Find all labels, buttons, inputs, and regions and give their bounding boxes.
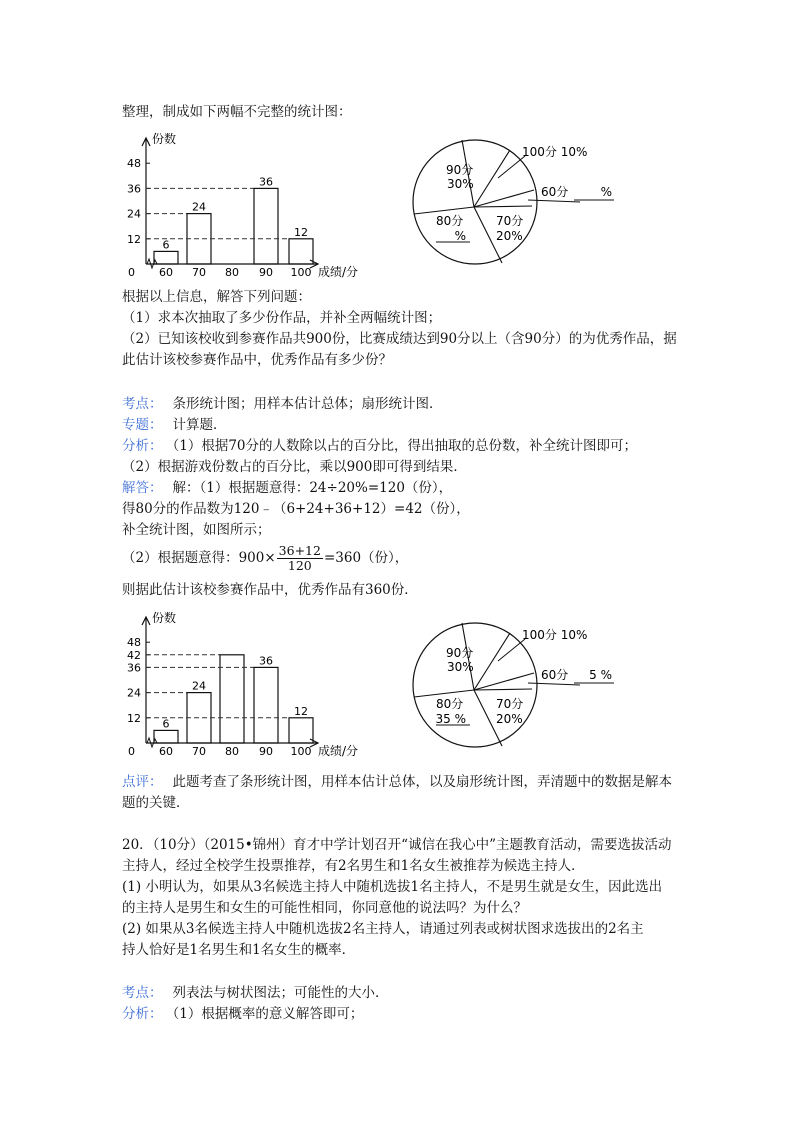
pie-label-100: 100分 10% — [522, 145, 588, 159]
dianping-line — [122, 773, 672, 791]
x-tick-label: 90 — [259, 745, 273, 758]
bar-90 — [254, 667, 278, 743]
pie-pct-70: 20% — [496, 229, 523, 243]
y-tick-label: 48 — [127, 157, 141, 171]
question-intro: 根据以上信息，解答下列问题： — [122, 289, 311, 305]
fenxi3-line — [122, 1005, 363, 1023]
x-axis-label: 成绩/分 — [318, 744, 359, 758]
pie-divider — [474, 689, 532, 690]
problem-20-line-3: (1) 小明认为，如果从3名候选主持人中随机选拔1名主持人，不是男生就是女生，因此选出 — [122, 879, 663, 895]
x-tick-label: 70 — [192, 266, 206, 279]
kaodian-label: 考点： — [122, 396, 163, 412]
pie-label-70: 70分 — [496, 214, 524, 228]
y-tick-label: 24 — [127, 686, 141, 700]
bar-chart-1 — [118, 124, 388, 282]
bar-60 — [154, 251, 178, 264]
bar-label-70: 24 — [192, 200, 206, 214]
y-tick-label: 48 — [127, 636, 141, 650]
zhuanti-label: 专题： — [122, 417, 163, 433]
fenxi-label: 分析： — [122, 438, 163, 454]
bar-label-90: 36 — [259, 175, 273, 189]
pie-pct-80: 35 % — [435, 712, 466, 726]
pie-label-100: 100分 10% — [522, 628, 588, 642]
leader-100 — [498, 639, 525, 661]
y-axis-label: 份数 — [152, 132, 177, 146]
bar-80 — [220, 655, 244, 743]
fenxi-line — [122, 437, 637, 455]
problem-20-line-5: (2) 如果从3名候选主持人中随机选拔2名主持人，请通过列表或树状图求选拔出的2名主 — [122, 921, 644, 937]
pie-label-80: 80分 — [436, 214, 464, 228]
jieda-line-5: 则据此估计该校参赛作品中，优秀作品有360份． — [122, 582, 418, 598]
pie-pct-80: % — [454, 229, 466, 243]
y-tick-label: 12 — [127, 232, 141, 246]
fraction — [277, 544, 323, 573]
pie-label-90: 90分 — [446, 646, 474, 660]
jieda-text: 解：（1）根据题意得：24÷20%=120（份）， — [172, 480, 453, 496]
x-tick-label: 80 — [225, 745, 239, 758]
kaodian2-line — [122, 984, 389, 1002]
pie-label-60: 60分 — [541, 668, 569, 682]
fenxi3-text: （1）根据概率的意义解答即可； — [172, 1006, 364, 1022]
problem-20-line-4: 的主持人是男生和女生的可能性相同，你同意他的说法吗？为什么？ — [122, 900, 527, 916]
leader-60 — [528, 683, 580, 685]
jieda-4-pre: （2）根据题意得：900× — [122, 550, 276, 566]
y-tick-label: 36 — [127, 182, 141, 196]
dianping-line-2: 题的关键． — [122, 795, 190, 811]
bar-100 — [289, 239, 313, 264]
zhuanti-text: 计算题． — [172, 417, 227, 433]
y-axis-label: 份数 — [152, 611, 177, 625]
fraction-denominator: 120 — [287, 558, 312, 573]
pie-chart-1 — [400, 130, 640, 280]
question-2-line-1: （2）已知该校收到参赛作品共900份，比赛成绩达到90分以上（含90分）的为优秀作品，据 — [122, 331, 677, 347]
pie-circle — [413, 623, 537, 747]
problem-20-line-1: 20．（10分）（2015•锦州）育才中学计划召开“诚信在我心中”主题教育活动，需要选拔活动 — [122, 837, 672, 853]
bar-label-90: 36 — [259, 654, 273, 668]
pie-divider — [414, 207, 474, 214]
y-tick-label: 42 — [127, 648, 141, 662]
zhuanti-line — [122, 416, 227, 434]
bar-chart-2 — [118, 603, 388, 761]
question-2-line-2: 此估计该校参赛作品中，优秀作品有多少份？ — [122, 352, 392, 368]
y-tick-label: 24 — [127, 207, 141, 221]
pie-pct-60: 5 % — [589, 668, 612, 682]
x-tick-label: 90 — [259, 266, 273, 279]
x-tick-label: 60 — [159, 745, 173, 758]
pie-label-80: 80分 — [436, 697, 464, 711]
origin-label: 0 — [128, 745, 135, 758]
pie-pct-60: % — [600, 185, 612, 199]
fenxi3-label: 分析： — [122, 1006, 163, 1022]
x-tick-label: 100 — [290, 745, 312, 758]
jieda-line-3: 补全统计图，如图所示； — [122, 522, 271, 538]
pie-label-70: 70分 — [496, 697, 524, 711]
pie-pct-70: 20% — [496, 712, 523, 726]
y-tick-label: 12 — [127, 711, 141, 725]
origin-label: 0 — [128, 266, 135, 279]
question-1: （1）求本次抽取了多少份作品，并补全两幅统计图； — [122, 310, 442, 326]
bar-60 — [154, 730, 178, 743]
kaodian-text: 条形统计图；用样本估计总体；扇形统计图． — [172, 396, 443, 412]
bar-label-100: 12 — [294, 225, 308, 239]
fenxi-line-2: （2）根据游戏份数占的百分比，乘以900即可得到结果． — [122, 459, 467, 475]
bar-label-70: 24 — [192, 679, 206, 693]
pie-divider — [414, 690, 474, 697]
pie-pct-90: 30% — [447, 177, 474, 191]
x-tick-label: 80 — [225, 266, 239, 279]
x-axis-label: 成绩/分 — [318, 265, 359, 279]
fenxi-text: （1）根据70分的人数除以占的百分比，得出抽取的总份数，补全统计图即可； — [172, 438, 638, 454]
jieda-line-4 — [122, 544, 408, 573]
problem-20-line-2: 主持人，经过全校学生投票推荐，有2名男生和1名女生被推荐为候选主持人． — [122, 858, 585, 874]
problem-20-line-6: 持人恰好是1名男生和1名女生的概率． — [122, 942, 356, 958]
pie-divider — [474, 206, 532, 207]
pie-pct-90: 30% — [447, 660, 474, 674]
leader-100 — [498, 156, 525, 178]
intro-text: 整理，制成如下两幅不完整的统计图： — [122, 104, 352, 120]
pie-label-90: 90分 — [446, 163, 474, 177]
kaodian-line — [122, 395, 443, 413]
kaodian2-label: 考点： — [122, 985, 163, 1001]
pie-label-60: 60分 — [541, 185, 569, 199]
jieda-line — [122, 479, 452, 497]
fraction-numerator: 36+12 — [278, 543, 321, 558]
leader-60 — [528, 200, 580, 202]
jieda-line-2: 得80分的作品数为120﹣（6+24+36+12）=42（份）， — [122, 501, 470, 517]
kaodian2-text: 列表法与树状图法；可能性的大小． — [172, 985, 389, 1001]
x-tick-label: 100 — [290, 266, 312, 279]
y-tick-label: 36 — [127, 661, 141, 675]
dianping-label: 点评： — [122, 774, 163, 790]
bar-100 — [289, 718, 313, 743]
jieda-label: 解答： — [122, 480, 163, 496]
x-tick-label: 60 — [159, 266, 173, 279]
dianping-text: 此题考查了条形统计图，用样本估计总体，以及扇形统计图，弄清题中的数据是解本 — [172, 774, 672, 790]
bar-label-100: 12 — [294, 704, 308, 718]
pie-chart-2 — [400, 613, 640, 763]
pie-circle — [413, 140, 537, 264]
bar-label-60: 6 — [162, 238, 170, 252]
x-tick-label: 70 — [192, 745, 206, 758]
bar-label-60: 6 — [162, 717, 170, 731]
jieda-4-post: =360（份）， — [323, 550, 409, 566]
bar-90 — [254, 188, 278, 264]
